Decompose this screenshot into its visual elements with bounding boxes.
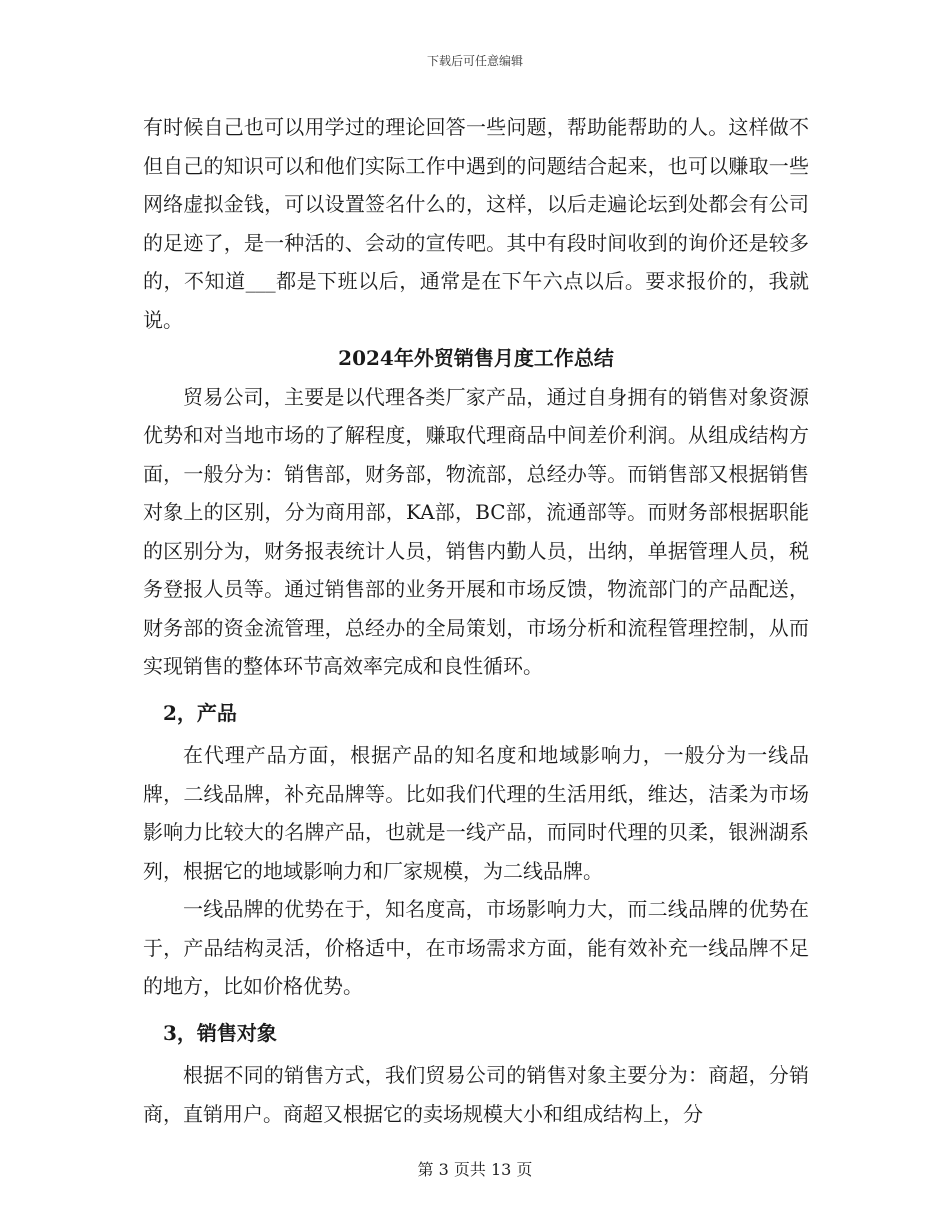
paragraph-intro: 有时候自己也可以用学过的理论回答一些问题，帮助能帮助的人。这样做不但自己的知识可以和他们实际工作中遇到的问题结合起来，也可以赚取一些网络虚拟金钱，可以设置签名什么的，这样，以后走遍论坛到处都会有公司的足迹了，是一种活的、会动的宣传吧。其中有段时间收到的询价还是较多的，不知道___都是下班以后，通常是在下午六点以后。要求报价的，我就说。 <box>143 115 809 332</box>
paragraph-products: 在代理产品方面，根据产品的知名度和地域影响力，一般分为一线品牌，二线品牌，补充品牌等。比如我们代理的生活用纸，维达，洁柔为市场影响力比较大的名牌产品，也就是一线产品，而同时代理的贝柔，银洲湖系列，根据它的地域影响力和厂家规模，为二线品牌。 <box>143 743 809 883</box>
document-title: 2024年外贸销售月度工作总结 <box>338 346 614 370</box>
page-header: 下载后可任意编辑 <box>426 54 523 68</box>
paragraph-sales-targets: 根据不同的销售方式，我们贸易公司的销售对象主要分为：商超，分销商，直销用户。商超又根据它的卖场规模大小和组成结构上，分 <box>143 1063 809 1126</box>
paragraph-brand-advantages: 一线品牌的优势在于，知名度高，市场影响力大，而二线品牌的优势在于，产品结构灵活，价格适中，在市场需求方面，能有效补充一线品牌不足的地方，比如价格优势。 <box>143 897 809 998</box>
page-footer: 第 3 页共 13 页 <box>417 1160 533 1179</box>
document-body <box>143 108 809 1133</box>
section-heading-products: 2，产品 <box>163 700 237 725</box>
paragraph-company-structure: 贸易公司，主要是以代理各类厂家产品，通过自身拥有的销售对象资源优势和对当地市场的了解程度，赚取代理商品中间差价利润。从组成结构方面，一般分为：销售部，财务部，物流部，总经办等。而销售部又根据销售对象上的区别，分为商用部，KA部，BC部，流通部等。而财务部根据职能的区别分为，财务报表统计人员，销售内勤人员，出纳，单据管理人员，税务登报人员等。通过销售部的业务开展和市场反馈，物流部门的产品配送，财务部的资金流管理，总经办的全局策划，市场分析和流程管理控制，从而实现销售的整体环节高效率完成和良性循环。 <box>143 384 809 678</box>
section-heading-sales-targets: 3，销售对象 <box>163 1020 277 1045</box>
